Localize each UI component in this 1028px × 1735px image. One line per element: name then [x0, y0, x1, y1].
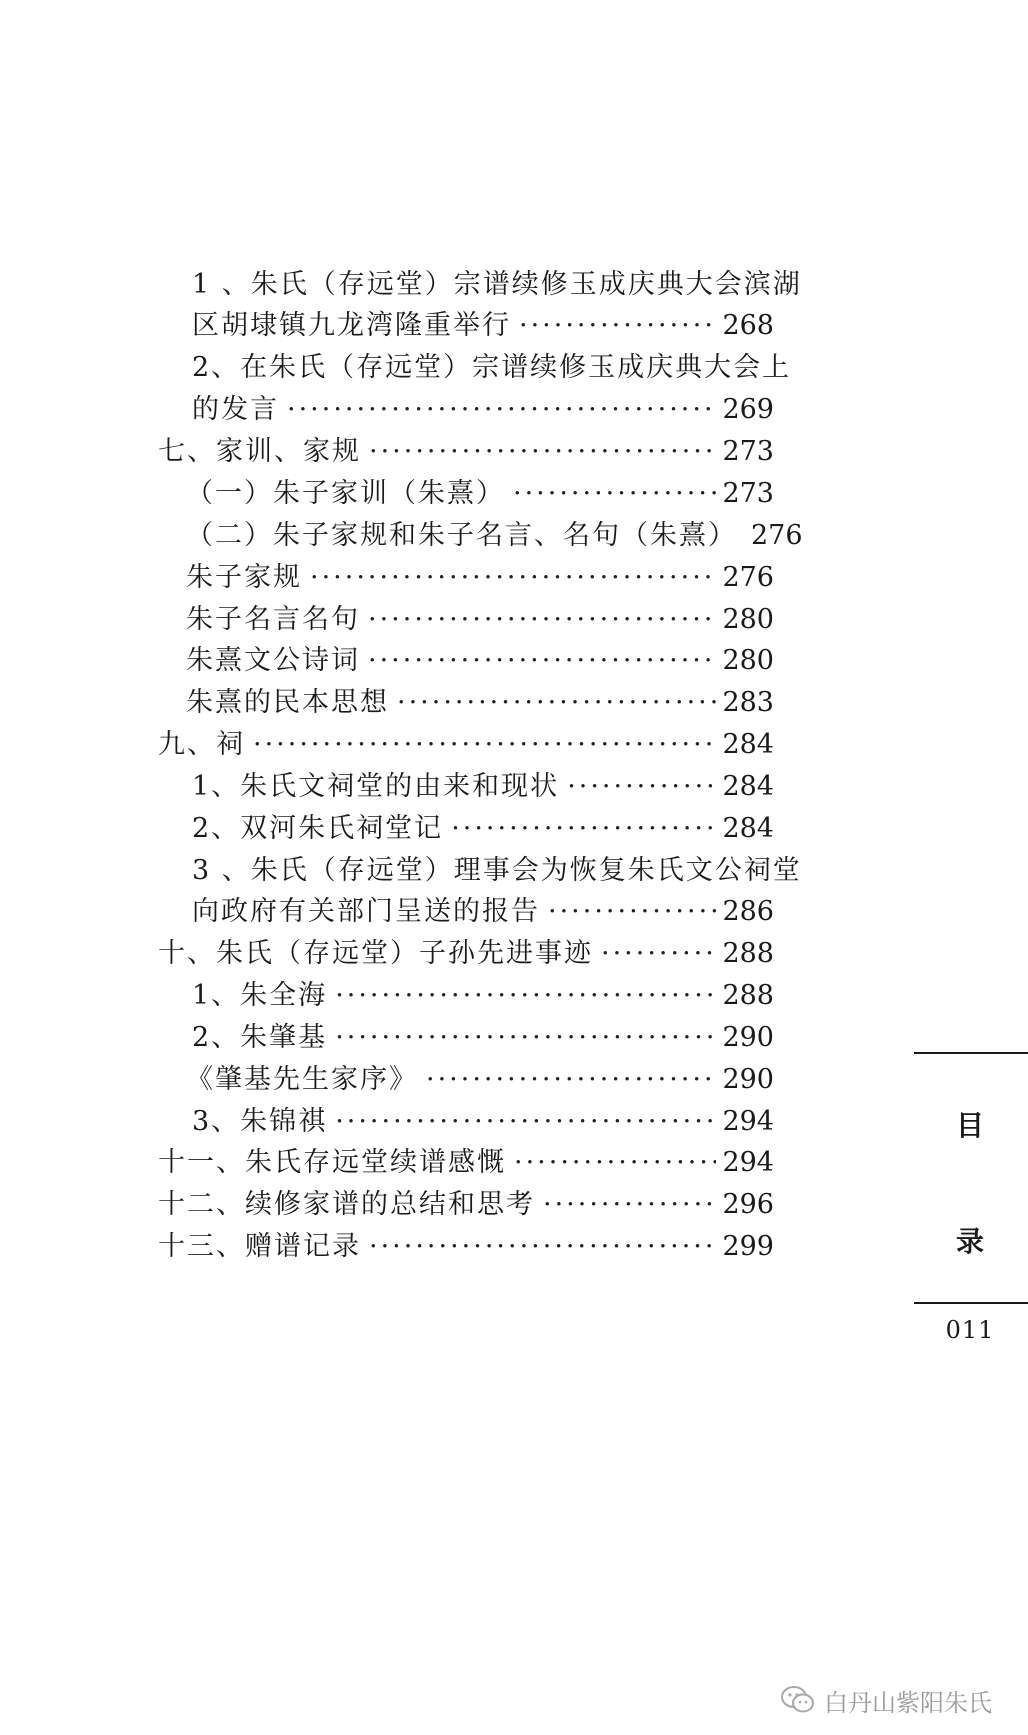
toc-entry-title: 《肇基先生家序》	[186, 1064, 418, 1095]
toc-entry-title: 3 、朱氏（存远堂）理事会为恢复朱氏文公祠堂	[192, 855, 802, 886]
toc-entry	[192, 976, 774, 1016]
toc-entry	[192, 767, 774, 807]
toc-entry-page: 273	[722, 478, 774, 509]
toc-entry-title: 2、在朱氏（存远堂）宗谱续修玉成庆典大会上	[192, 352, 792, 383]
toc-entry-page: 299	[722, 1231, 774, 1262]
dot-leader	[543, 1185, 716, 1225]
toc-entry	[186, 641, 774, 681]
toc-entry	[192, 809, 774, 849]
dot-leader	[397, 683, 716, 723]
toc-entry-title: 2、朱肇基	[192, 1022, 328, 1053]
toc-entry-title: （二）朱子家规和朱子名言、名句（朱熹）	[186, 520, 737, 551]
dot-leader	[310, 558, 716, 598]
toc-entry-page: 280	[722, 604, 774, 635]
toc-entry-page: 290	[722, 1064, 774, 1095]
dot-leader	[514, 1143, 716, 1183]
dot-leader	[426, 1060, 716, 1100]
toc-entry	[186, 600, 774, 640]
toc-entry-title: 朱子家规	[186, 562, 302, 593]
dot-leader	[548, 892, 716, 932]
dot-leader	[369, 432, 716, 472]
toc-entry	[192, 851, 802, 891]
toc-entry-title: 朱熹文公诗词	[186, 645, 360, 676]
dot-leader	[451, 809, 716, 849]
toc-entry-title: 七、家训、家规	[158, 436, 361, 467]
toc-entry-page: 294	[722, 1147, 774, 1178]
toc-entry-title: 1 、朱氏（存远堂）宗谱续修玉成庆典大会滨湖	[192, 269, 802, 300]
toc-entry	[186, 558, 774, 598]
toc-entry-title: 九、祠	[158, 729, 245, 760]
toc-entry-page: 284	[722, 813, 774, 844]
toc-entry	[186, 1060, 774, 1100]
toc-entry-page: 283	[722, 687, 774, 718]
toc-entry-page: 288	[722, 938, 774, 969]
dot-leader	[369, 1227, 716, 1267]
toc-entry-title: （一）朱子家训（朱熹）	[186, 478, 505, 509]
toc-entry-title: 2、双河朱氏祠堂记	[192, 813, 444, 844]
toc-entry	[192, 265, 802, 305]
toc-entry-page: 280	[722, 645, 774, 676]
toc-entry-page: 284	[722, 729, 774, 760]
dot-leader	[253, 725, 716, 765]
wechat-icon	[780, 1685, 816, 1715]
toc-entry-title: 十一、朱氏存远堂续谱感慨	[158, 1147, 506, 1178]
toc-entry	[158, 1185, 774, 1225]
toc-entry-page: 296	[722, 1189, 774, 1220]
toc-entry	[186, 474, 774, 514]
toc-entry	[186, 516, 803, 556]
toc-entry-page: 286	[722, 896, 774, 927]
toc-entry	[158, 934, 774, 974]
toc-entry	[158, 432, 774, 472]
page-number: 011	[945, 1316, 995, 1344]
toc-entry-title: 朱子名言名句	[186, 604, 360, 635]
toc-entry	[192, 306, 774, 346]
toc-entry	[192, 390, 774, 430]
toc-entry-page: 268	[722, 310, 774, 341]
section-char-bottom: 录	[955, 1225, 984, 1258]
toc-entry	[158, 1143, 774, 1183]
toc-entry-page: 273	[722, 436, 774, 467]
toc-entry	[192, 1018, 774, 1058]
toc-entry-title: 1、朱全海	[192, 980, 328, 1011]
dot-leader	[519, 306, 716, 346]
watermark	[780, 1682, 992, 1718]
dot-leader	[513, 474, 716, 514]
dot-leader	[368, 641, 716, 681]
margin-rule-top	[914, 1052, 1028, 1054]
toc-entry-title: 3、朱锦祺	[192, 1106, 328, 1137]
toc-entry	[186, 683, 774, 723]
toc-entry-title: 区胡埭镇九龙湾隆重举行	[192, 310, 511, 341]
toc-entry	[192, 892, 774, 932]
dot-leader	[368, 600, 716, 640]
toc-entry-page: 284	[722, 771, 774, 802]
toc-entry-title: 十二、续修家谱的总结和思考	[158, 1189, 535, 1220]
toc-entry-title: 的发言	[192, 394, 279, 425]
toc-entry-page: 276	[722, 562, 774, 593]
toc-entry	[158, 725, 774, 765]
toc-entry-page: 276	[751, 520, 803, 551]
dot-leader	[287, 390, 716, 430]
toc-entry-page: 269	[722, 394, 774, 425]
dot-leader	[601, 934, 716, 974]
toc-entry-page: 288	[722, 980, 774, 1011]
toc-entry-title: 十、朱氏（存远堂）子孙先进事迹	[158, 938, 593, 969]
section-char-top: 目	[955, 1109, 984, 1142]
dot-leader	[335, 976, 716, 1016]
toc-entry-title: 向政府有关部门呈送的报告	[192, 896, 540, 927]
toc-entry-title: 1、朱氏文祠堂的由来和现状	[192, 771, 560, 802]
dot-leader	[335, 1018, 716, 1058]
toc-entry	[192, 348, 791, 388]
margin-rule-bottom	[914, 1302, 1028, 1304]
dot-leader	[335, 1102, 716, 1142]
toc-entry	[192, 1102, 774, 1142]
toc-entry-title: 朱熹的民本思想	[186, 687, 389, 718]
watermark-text: 白丹山紫阳朱氏	[824, 1688, 992, 1717]
toc-entry	[158, 1227, 774, 1267]
toc-entry-page: 290	[722, 1022, 774, 1053]
dot-leader	[567, 767, 716, 807]
toc-entry-page: 294	[722, 1106, 774, 1137]
toc-entry-title: 十三、赠谱记录	[158, 1231, 361, 1262]
